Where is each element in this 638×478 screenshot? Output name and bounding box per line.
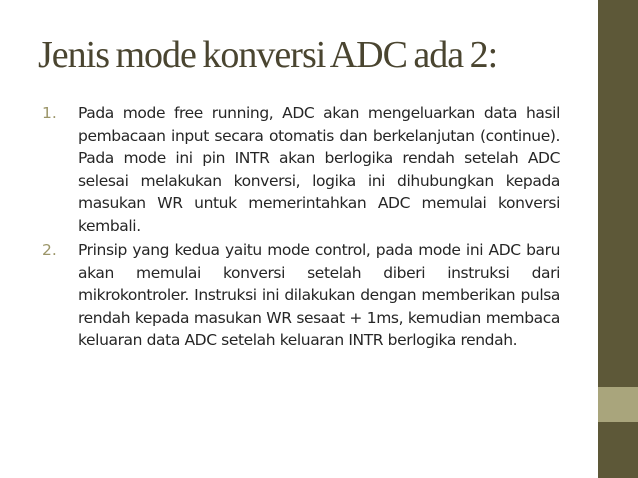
list-item-text: Pada mode free running, ADC akan mengeluarkan data hasil pembacaan input secara otomatis dan berkelanjutan (continue). Pada mode ini pin INTR akan berlogika rendah setelah ADC selesai melakukan konversi, logika ini dihubungkan kepada masukan WR untuk memerintahkan ADC memulai konversi kembali.	[78, 104, 560, 235]
slide-title: Jenis mode konversi ADC ada 2:	[38, 34, 498, 76]
list-item-text: Prinsip yang kedua yaitu mode control, pada mode ini ADC baru akan memulai konversi setelah diberi instruksi dari mikrokontroler. Instruksi ini dilakukan dengan memberikan pulsa rendah kepada masukan WR sesaat + 1ms, kemudian membaca keluaran data ADC setelah keluaran INTR berlogika rendah.	[78, 241, 560, 349]
side-accent-block	[598, 387, 638, 422]
list-item-number: 1.	[42, 104, 57, 122]
list-item-number: 2.	[42, 241, 57, 259]
list-item	[42, 239, 560, 352]
list-item	[42, 102, 560, 237]
content-list	[42, 102, 560, 354]
